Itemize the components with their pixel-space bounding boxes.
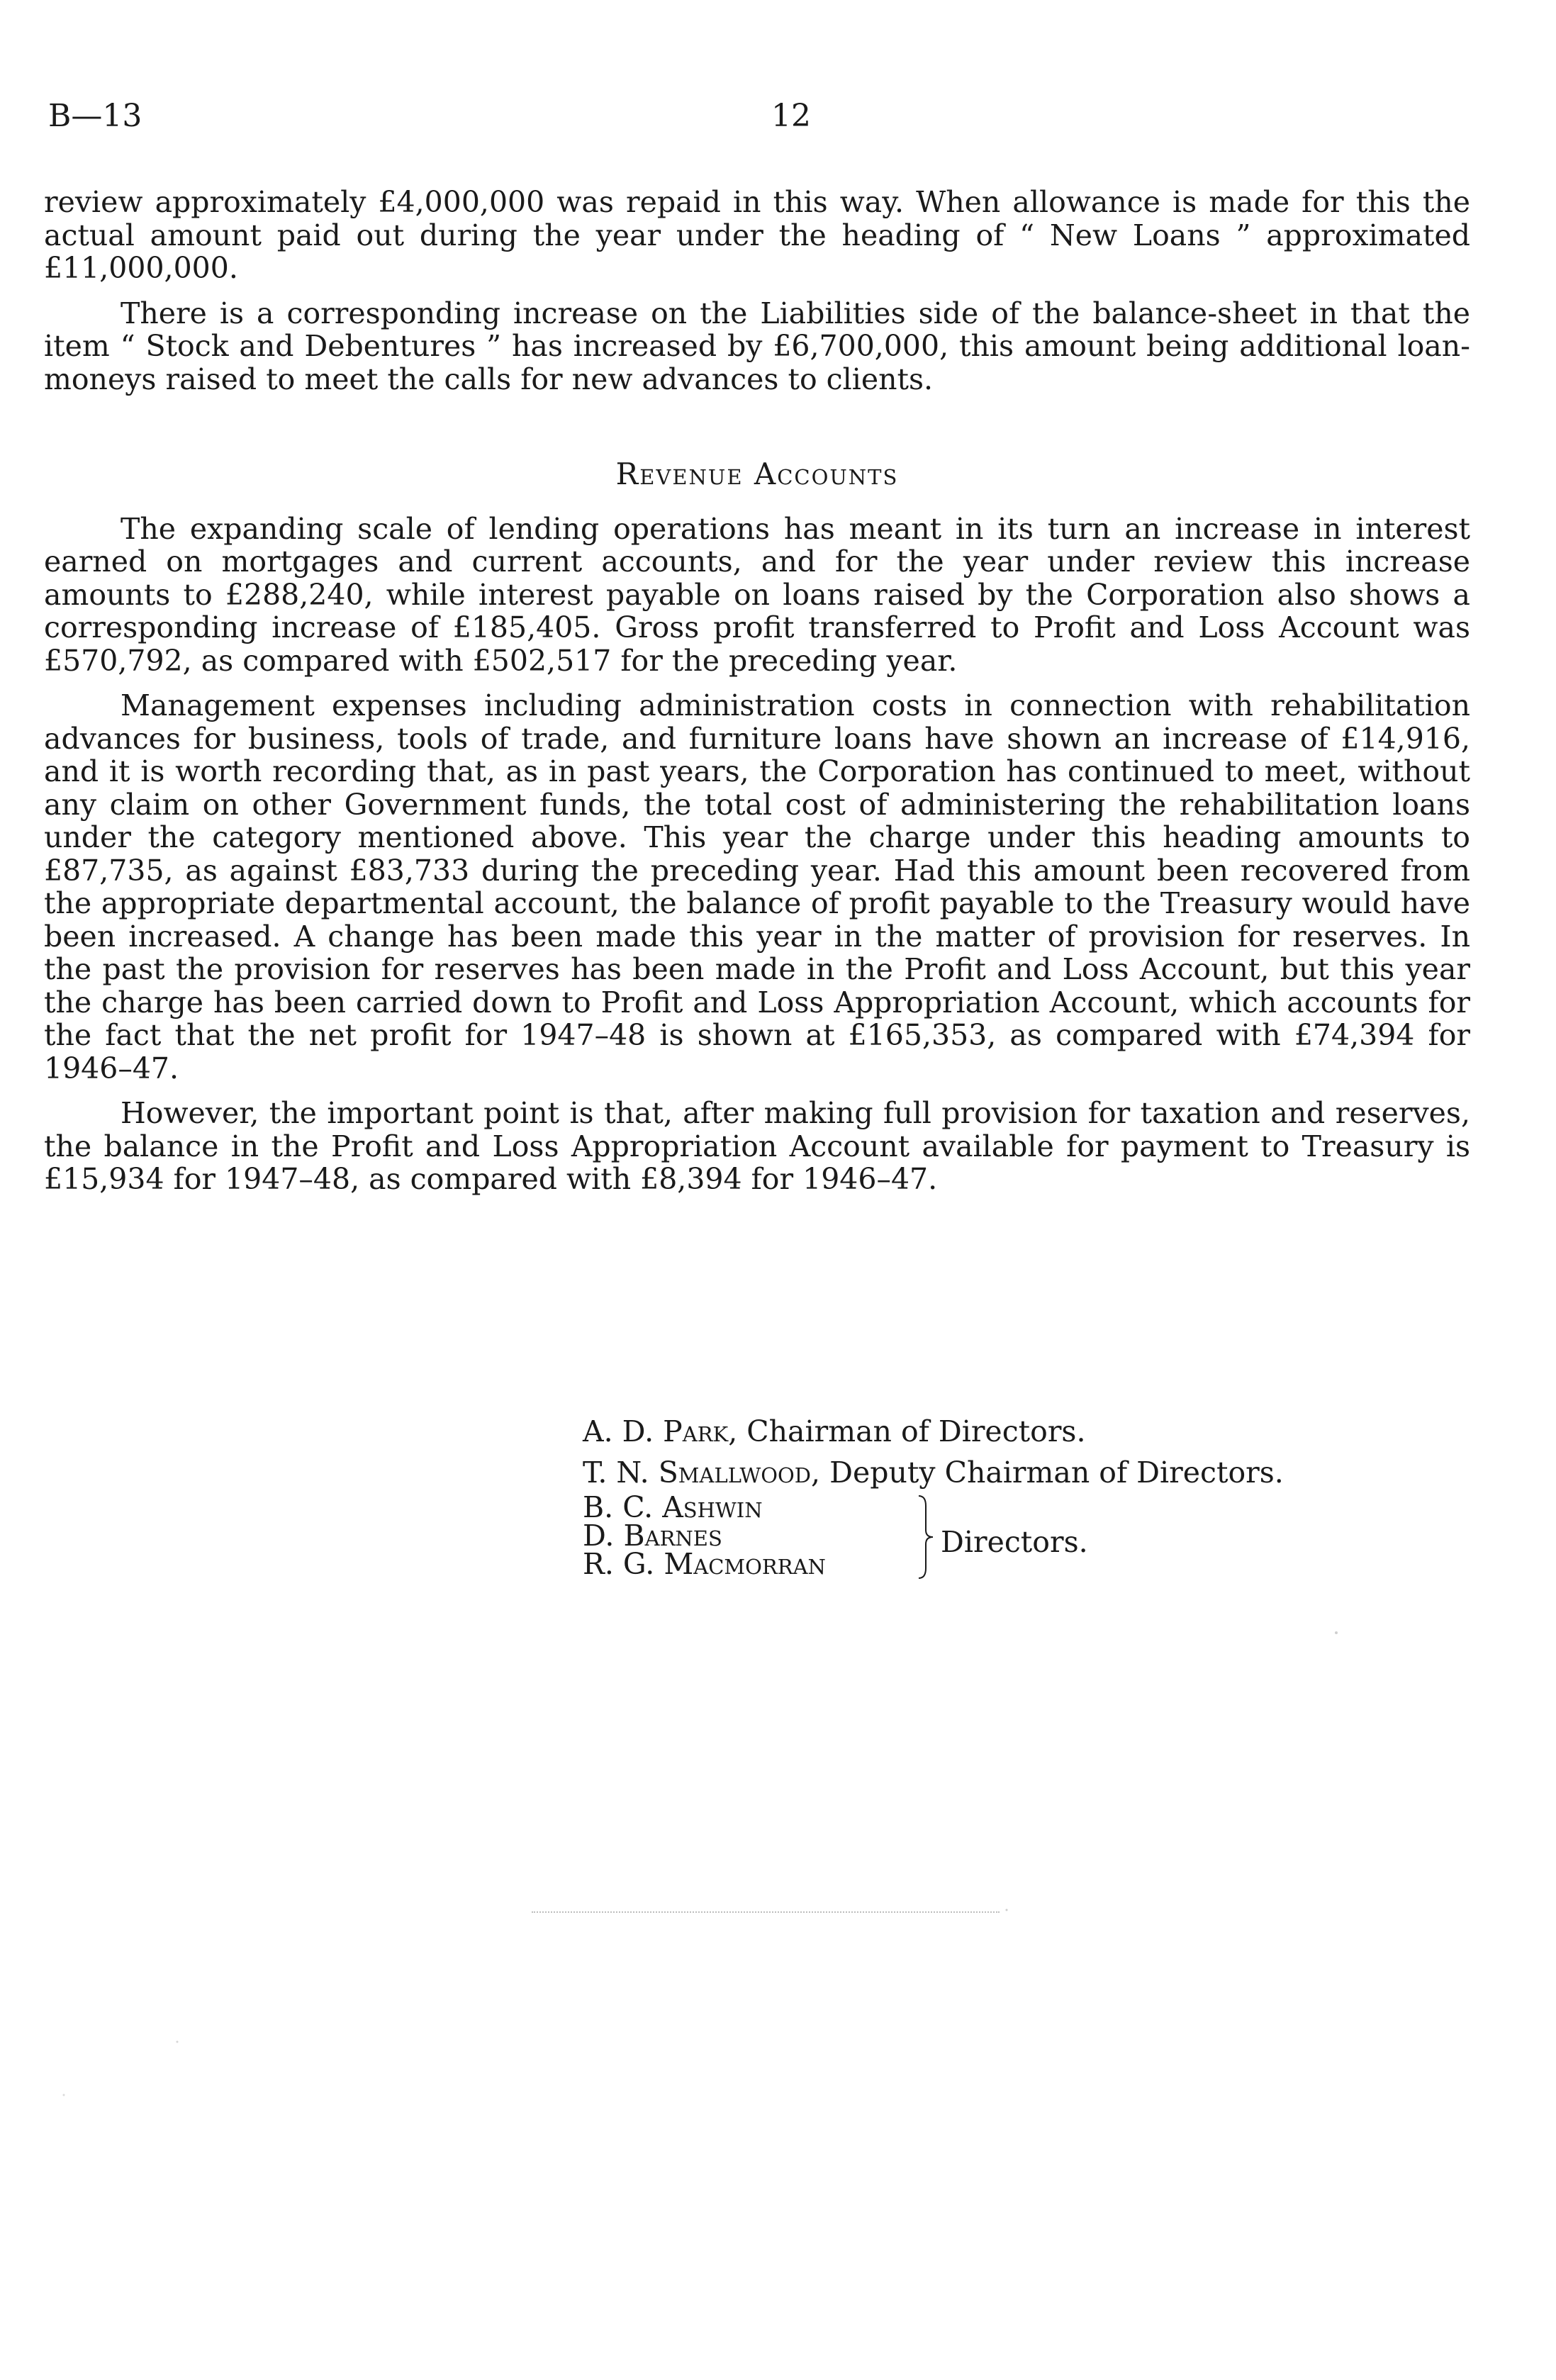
signature-block — [583, 1411, 1284, 1581]
paragraph-liabilities: There is a corresponding increase on the Liabilities side of the balance-sheet in that the item “ Stock and Debentures ” has increased by £6,700,000, this amount being additional loan-moneys raised to meet the calls for new advances to clients. — [44, 296, 1470, 396]
signature-deputy — [583, 1452, 1284, 1493]
signature-surname: Park — [663, 1414, 729, 1448]
paragraph-conclusion: However, the important point is that, after making full provision for taxation and reserves, the balance in the Profit and Loss Appropriation Account available for payment to Treasury is £15,934 for 1947–48, as compared with £8,394 for 1946–47. — [44, 1096, 1470, 1196]
signature-chairman — [583, 1411, 1284, 1452]
signature-surname: Macmorran — [664, 1547, 826, 1581]
document-body — [44, 186, 1470, 1208]
paragraph-continuation: review approximately £4,000,000 was repaid in this way. When allowance is made for this the actual amount paid out during the year under the heading of “ New Loans ” approximated £11,000,000. — [44, 185, 1470, 285]
directors-role: Directors. — [941, 1525, 1088, 1559]
signature-surname: Barnes — [623, 1519, 722, 1553]
signature-directors-group — [583, 1490, 1284, 1581]
signature-surname: Smallwood — [658, 1456, 812, 1490]
signature-director — [583, 1490, 826, 1524]
signature-title: , Chairman of Directors. — [728, 1414, 1086, 1448]
page-number: 12 — [771, 98, 811, 134]
section-heading: Revenue Accounts — [615, 457, 899, 491]
signature-initials: T. N. — [583, 1456, 649, 1490]
paragraph-revenue: The expanding scale of lending operations has meant in its turn an increase in interest earned on mortgages and current accounts, and for the year under review this increase amounts to £288,240, while interest payable on loans raised by the Corporation also shows a corresponding increase of £185,405. Gross profit transferred to Profit and Loss Account was £570,792, as compared with £502,517 for the preceding year. — [44, 511, 1470, 678]
page-header — [48, 98, 1485, 140]
brace-icon — [916, 1493, 937, 1581]
directors-list — [583, 1490, 826, 1581]
signature-initials: R. G. — [583, 1547, 655, 1581]
signature-initials: B. C. — [583, 1490, 654, 1524]
signature-title: , Deputy Chairman of Directors. — [811, 1456, 1284, 1490]
signature-initials: A. D. — [583, 1414, 654, 1448]
paragraph-management-expenses: Management expenses including administration costs in connection with rehabilitation advances for business, tools of trade, and furniture loans have shown an increase of £14,916, and it is worth recording that, as in past years, the Corporation has continued to meet, without any claim on other Government funds, the total cost of administering the rehabilitation loans under the category mentioned above. This year the charge under this heading amounts to £87,735, as against £83,733 during the preceding year. Had this amount been recovered from the appropriate departmental account, the balance of profit payable to the Treasury would have been increased. A change has been made this year in the matter of provision for reserves. In the past the provision for reserves has been made in the Profit and Loss Account, but this year the charge has been carried down to Profit and Loss Appropriation Account, which accounts for the fact that the net profit for 1947–48 is shown at £165,353, as compared with £74,394 for 1946–47. — [44, 688, 1470, 1085]
signature-surname: Ashwin — [662, 1490, 763, 1524]
signature-initials: D. — [583, 1519, 615, 1553]
signature-director — [583, 1547, 826, 1581]
document-reference: B—13 — [48, 98, 142, 134]
signature-director — [583, 1519, 826, 1553]
end-rule — [532, 1911, 1000, 1914]
